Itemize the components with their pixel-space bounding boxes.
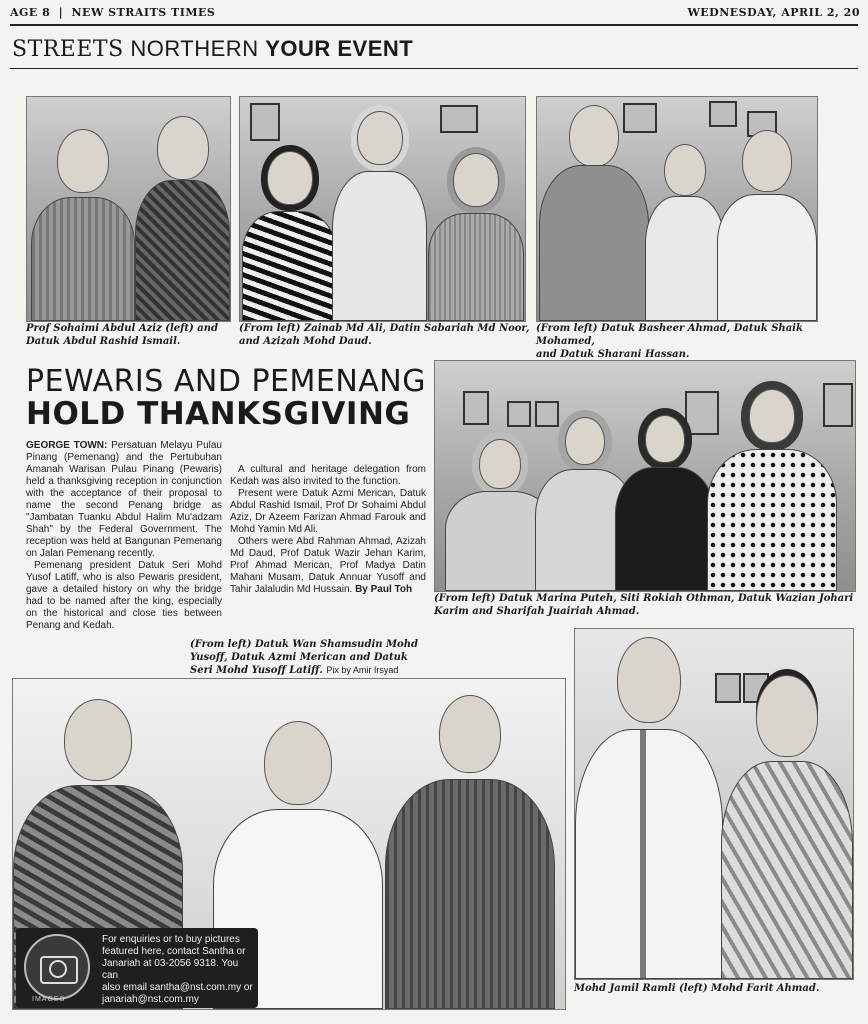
person-figure bbox=[332, 101, 427, 321]
photo-basheer-shaik-sharani bbox=[536, 96, 818, 322]
person-figure bbox=[428, 131, 524, 321]
photo1-caption: Prof Sohaimi Abdul Aziz (left) and Datuk Abdul Rashid Ismail. bbox=[26, 323, 219, 347]
enquiry-text: For enquiries or to buy pictures featured here, contact Santha or Janariah at 03-2056 9318. You can also email santha@nst.com.my or janariah@nst.com.my bbox=[102, 934, 253, 1005]
photo-marina-rokiah-wazian-sharifah bbox=[434, 360, 856, 592]
person-figure bbox=[31, 111, 135, 321]
photo-zainab-sabariah-azizah bbox=[239, 96, 526, 322]
section-streets: STREETS bbox=[12, 37, 124, 62]
photo4-caption: (From left) Datuk Marina Puteh, Siti Rokiah Othman, Datuk Wazian Johari Karim and Sharifah Juairiah Ahmad. bbox=[434, 593, 854, 617]
photo-sohaimi-rashid bbox=[26, 96, 231, 322]
article-paragraph-1: Persatuan Melayu Pulau Pinang (Pemenang) and the Pertubuhan Amanah Warisan Pulau Pinang (Pewaris) held a thanksgiving reception in conjunction with the acceptance of their proposal to name the second Penang bridge as "Jambatan Tuanku Abdul Halim Mu'adzam Shah" by the Federal Government. The reception was held at Bangunan Pemenang on Jalan Pemenang recently. bbox=[26, 440, 222, 559]
photo-jamil-farit bbox=[574, 628, 854, 980]
person-figure bbox=[717, 116, 817, 321]
photo5-caption: (From left) Datuk Wan Shamsudin Mohd Yusoff, Datuk Azmi Merican and Datuk Seri Mohd Yusoff Latiff. Pix by Amir Irsyad bbox=[190, 639, 418, 676]
article-paragraph-2: Pemenang president Datuk Seri Mohd Yusof Latiff, who is also Pewaris president, gave a detailed history on why the bridge had to be named after the king, especially on the historical and close ties between Penang and Kedah. bbox=[26, 560, 222, 631]
photo6-caption: Mohd Jamil Ramli (left) Mohd Farit Ahmad. bbox=[574, 983, 820, 994]
section-heading bbox=[12, 36, 413, 62]
article-column-2 bbox=[230, 464, 426, 596]
article-headline-line1: PEWARIS AND PEMENANG bbox=[26, 364, 426, 399]
person-figure bbox=[135, 106, 230, 321]
person-figure bbox=[721, 649, 853, 979]
person-figure bbox=[539, 99, 649, 321]
section-your-event: YOUR EVENT bbox=[265, 36, 414, 61]
person-figure bbox=[615, 409, 715, 591]
issue-date: WEDNESDAY, APRIL 2, 20 bbox=[687, 6, 860, 19]
article-headline-line2: HOLD THANKSGIVING bbox=[26, 396, 411, 432]
page-header: AGE 8 | NEW STRAITS TIMES bbox=[10, 6, 216, 19]
header-rule bbox=[10, 24, 858, 26]
section-rule bbox=[10, 68, 858, 69]
picture-enquiry-box bbox=[16, 928, 258, 1008]
article-dateline: GEORGE TOWN: bbox=[26, 440, 108, 451]
newspaper-name: NEW STRAITS TIMES bbox=[71, 6, 216, 19]
person-figure bbox=[645, 126, 725, 321]
photo2-caption: (From left) Zainab Md Ali, Datin Sabariah Md Noor, and Azizah Mohd Daud. bbox=[239, 323, 530, 347]
article-paragraph-4: Present were Datuk Azmi Merican, Datuk Abdul Rashid Ismail, Prof Dr Sohaimi Abdul Aziz, Dr Azeem Farizan Ahmad Farouk and Mohd Yamin Md Ali. bbox=[230, 488, 426, 535]
person-figure bbox=[242, 131, 337, 321]
camera-icon bbox=[24, 934, 90, 1000]
images-label: IMAGES bbox=[32, 996, 66, 1003]
article-paragraph-3: A cultural and heritage delegation from Kedah was also invited to the function. bbox=[230, 464, 426, 487]
person-figure bbox=[707, 383, 837, 591]
person-figure bbox=[575, 633, 723, 979]
article-byline: By Paul Toh bbox=[355, 584, 413, 595]
section-northern: NORTHERN bbox=[130, 36, 259, 61]
person-figure bbox=[385, 687, 555, 1009]
page-number: AGE 8 bbox=[10, 6, 51, 19]
article-column-1 bbox=[26, 440, 222, 632]
article-paragraph-5: Others were Abd Rahman Ahmad, Azizah Md Daud, Prof Datuk Wazir Jehan Karim, Prof Ahmad Merican, Prof Madya Datin Mahani Musam, Datuk Annuar Yusoff and Tahir Jalaludin Md Hussain. bbox=[230, 536, 426, 595]
photo3-caption: (From left) Datuk Basheer Ahmad, Datuk Shaik Mohamed, and Datuk Sharani Hassan. bbox=[536, 323, 803, 360]
